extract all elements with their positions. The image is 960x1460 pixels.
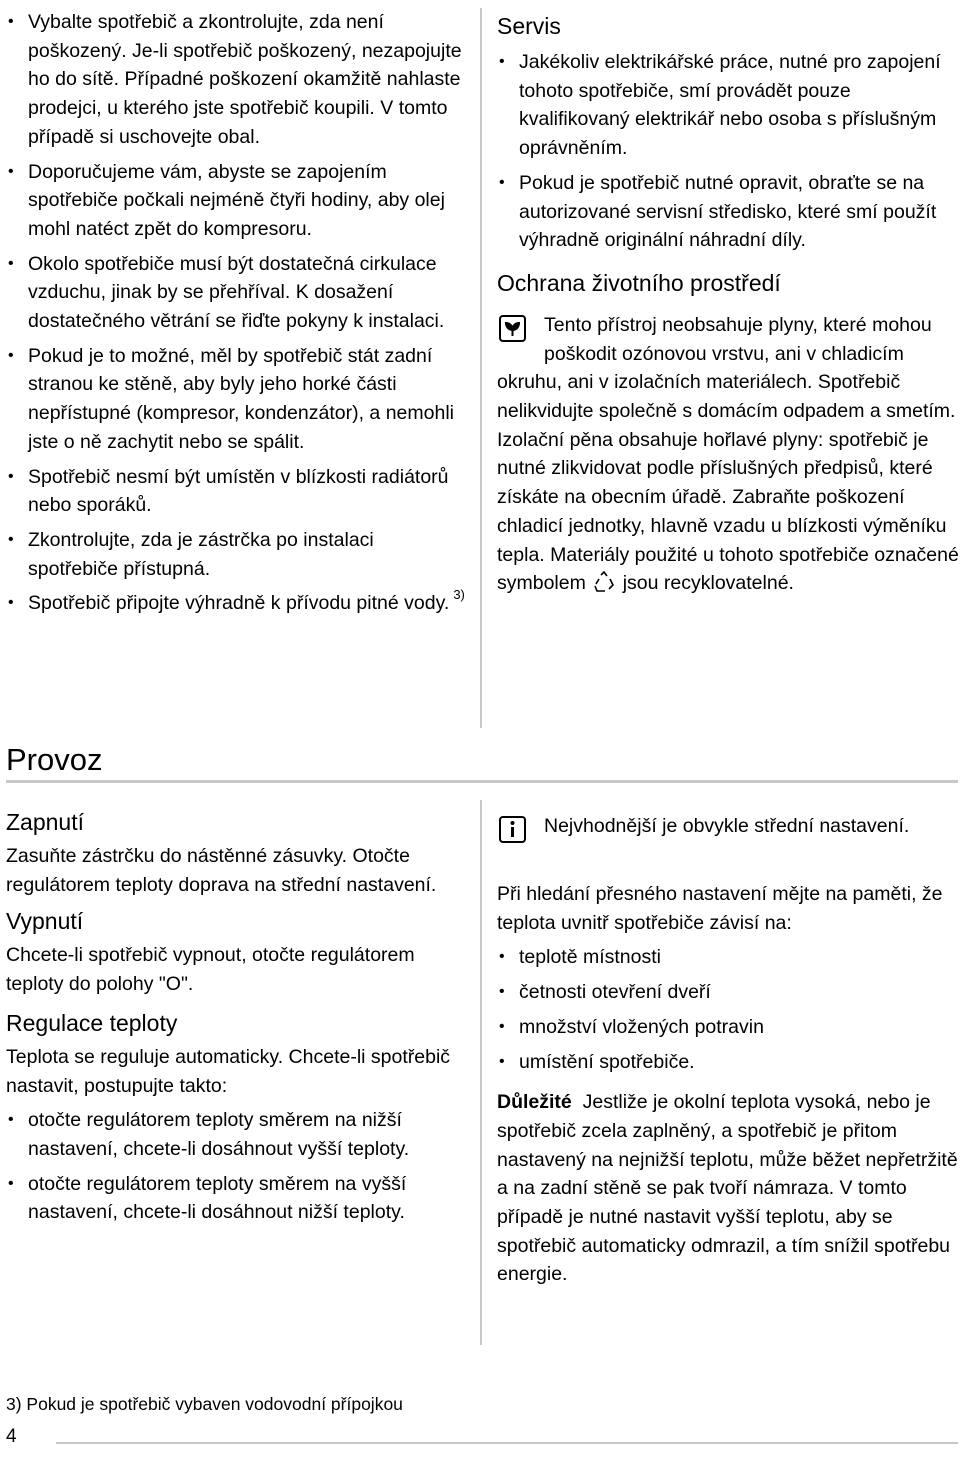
list-item: • Vybalte spotřebič a zkontrolujte, zda není poškozený. Je-li spotřebič poškozený, nezapojujte ho do sítě. Případné poškození okamžitě nahlaste prodejci, u kterého jste spotřebič koupili. V tomto případě si uschovejte obal. (6, 8, 466, 152)
footnote-ref: 3) (453, 587, 465, 603)
list-item: • Zkontrolujte, zda je zástrčka po instalaci spotřebiče přístupná. (6, 526, 466, 583)
regulace-text: Teplota se reguluje automaticky. Chcete-li spotřebič nastavit, postupujte takto: (6, 1045, 451, 1097)
right-bottom-column (497, 812, 959, 1289)
section-title: Provoz (6, 742, 103, 777)
info-block (497, 812, 959, 870)
env-heading: Ochrana životního prostředí (497, 269, 781, 296)
list-item: • teplotě místnosti (497, 943, 959, 972)
list-item: • otočte regulátorem teploty směrem na nižší nastavení, chcete-li dosáhnout vyšší teploty. (6, 1106, 466, 1163)
important-note (497, 1088, 959, 1289)
list-item: • Spotřebič nesmí být umístěn v blízkosti radiátorů nebo sporáků. (6, 463, 466, 520)
info-text: Nejvhodnější je obvykle střední nastavení. (544, 815, 910, 837)
env-text (497, 311, 959, 598)
section-divider (6, 780, 958, 783)
info-icon (499, 816, 526, 843)
list-item: • Pokud je spotřebič nutné opravit, obraťte se na autorizované servisní středisko, které smí použít výhradně originální náhradní díly. (497, 169, 959, 255)
left-bottom-column (6, 808, 466, 1233)
footnote: 3) Pokud je spotřebič vybaven vodovodní přípojkou (6, 1394, 403, 1414)
column-divider-bottom (480, 800, 482, 1345)
env-block (497, 311, 959, 598)
zapnuti-heading: Zapnutí (6, 809, 84, 835)
list-item: • četnosti otevření dveří (497, 978, 959, 1007)
env-text-main: Tento přístroj neobsahuje plyny, které mohou poškodit ozónovou vrstvu, ani v chladicím okruhu, ani v izolačních materiálech. Spotřebič nelikvidujte společně s domácím odpadem a smetím. Izolační pěna obsahuje hořlavé plyny: spotřebič je nutné zlikvidovat podle příslušných předpisů, které získáte na obecním úřadě. Zabraňte poškození chladicí jednotky, hlavně vzadu u blízkosti výměníku tepla. Materiály použité u tohoto spotřebiče označené symbolem (497, 313, 959, 595)
servis-list (497, 48, 959, 255)
eco-icon (499, 315, 526, 342)
regulace-heading: Regulace teploty (6, 1009, 178, 1036)
important-label: Důležité (497, 1091, 572, 1114)
footer-line (56, 1442, 958, 1444)
list-item: • Okolo spotřebiče musí být dostatečná cirkulace vzduchu, jinak by se přehříval. K dosažení dostatečného větrání se řiďte pokyny k instalaci. (6, 250, 466, 336)
regulace-list (6, 1106, 466, 1227)
list-item: • množství vložených potravin (497, 1013, 959, 1042)
right-top-column (497, 12, 959, 598)
list-item: • Jakékoliv elektrikářské práce, nutné pro zapojení tohoto spotřebiče, smí provádět pouze kvalifikovaný elektrikář nebo osoba s příslušným oprávněním. (497, 48, 959, 163)
zapnuti-text: Zasuňte zástrčku do nástěnné zásuvky. Otočte regulátorem teploty doprava na střední nastavení. (6, 845, 437, 896)
recycle-icon (593, 571, 615, 593)
important-text: Jestliže je okolní teplota vysoká, nebo je spotřebič zcela zaplněný, a spotřebič je přitom nastavený na nejnižší teplotu, může běžet nepřetržitě a na zadní stěně se pak tvoří námraza. V tomto případě je nutné nastavit vyšší teplotu, aby se spotřebič automaticky odmrazil, a tím snížil spotřebu energie. (497, 1091, 958, 1286)
list-item: • otočte regulátorem teploty směrem na vyšší nastavení, chcete-li dosáhnout nižší teploty. (6, 1170, 466, 1227)
vypnuti-heading: Vypnutí (6, 908, 84, 935)
factors-list (497, 943, 959, 1076)
list-item (6, 589, 466, 618)
list-item: • Pokud je to možné, měl by spotřebič stát zadní stranou ke stěně, aby byly jeho horké části nepřístupné (kompresor, kondenzátor), a nemohli jste o ně zachytit nebo se spálit. (6, 342, 466, 457)
list-item: • umístění spotřebiče. (497, 1048, 959, 1077)
list-item-text: Spotřebič připojte výhradně k přívodu pitné vody. (28, 592, 450, 615)
vypnuti-text: Chcete-li spotřebič vypnout, otočte regulátorem teploty do polohy "O". (6, 944, 415, 996)
list-item: • Doporučujeme vám, abyste se zapojením spotřebiče počkali nejméně čtyři hodiny, aby olej mohl natéct zpět do kompresoru. (6, 158, 466, 244)
env-text-end: jsou recyklovatelné. (622, 572, 794, 595)
intro-text: Při hledání přesného nastavení mějte na paměti, že teplota uvnitř spotřebiče závisí na: (497, 883, 943, 934)
installation-list (6, 8, 466, 618)
left-top-column (6, 8, 466, 624)
servis-heading: Servis (497, 13, 561, 39)
page-number: 4 (6, 1426, 17, 1447)
column-divider-top (480, 8, 482, 728)
